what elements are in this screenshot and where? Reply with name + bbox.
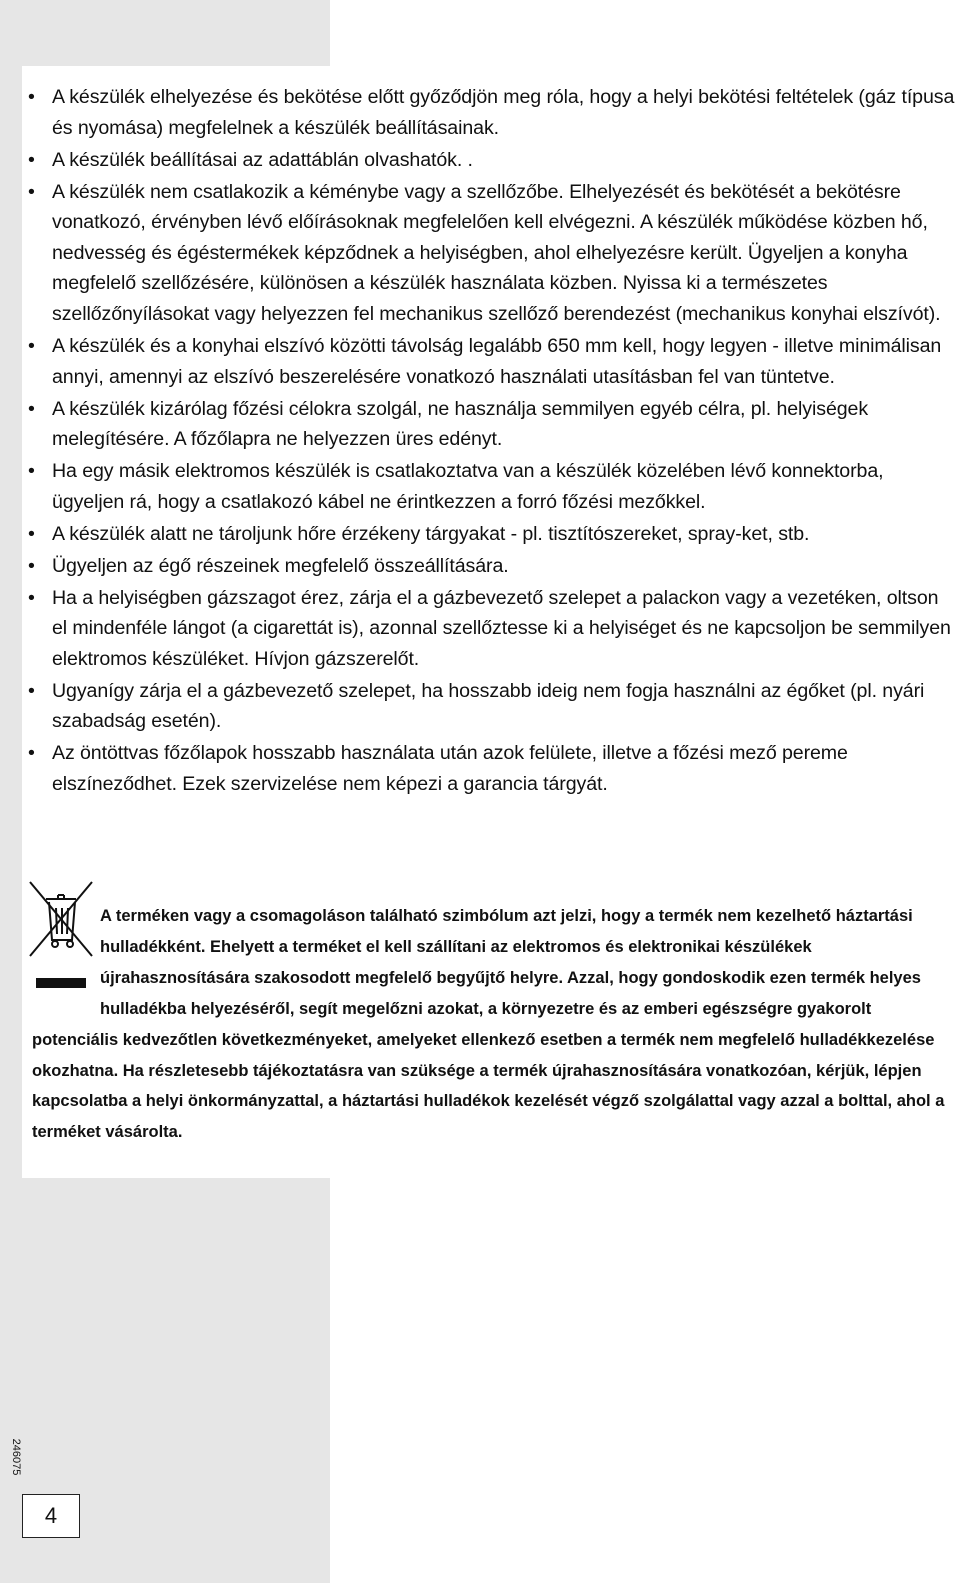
bullet-marker: • xyxy=(28,586,35,609)
list-item-text: A készülék és a konyhai elszívó közötti távolság legalább 650 mm kell, hogy legyen - illetve minimálisan annyi, amennyi az elszívó beszerelésére vonatkozó használati utasításban fel van tüntetve. xyxy=(52,334,942,388)
list-item xyxy=(28,82,958,143)
list-item xyxy=(28,177,958,330)
page-number-box xyxy=(22,1494,80,1538)
bullet-marker: • xyxy=(28,334,35,357)
list-item xyxy=(28,145,958,176)
bullet-marker: • xyxy=(28,148,35,171)
bullet-marker: • xyxy=(28,397,35,420)
document-code: 246075 xyxy=(10,1438,22,1476)
list-item-text: Ha a helyiségben gázszagot érez, zárja el a gázbevezető szelepet a palackon vagy a vezetéken, oltson el mindenféle lángot (a cigarettát is), azonnal szellőztesse ki a helyiséget és ne kapcsoljon be semmilyen elektromos készüléket. Hívjon gázszerelőt. xyxy=(52,586,951,670)
list-item xyxy=(28,583,958,675)
icon-spacer xyxy=(32,901,100,1021)
weee-notice-text: A terméken vagy a csomagoláson található szimbólum azt jelzi, hogy a termék nem kezelhető háztartási hulladékként. Ehelyett a terméket el kell szállítani az elektromos és elektronikai készülékek újrahasznosítására szakosodott megfelelő begyűjtő helyre. Azzal, hogy gondoskodik ezen termék helyes hulladékba helyezéséről, segít megelőzni azokat, a környezetre és az emberi egészségre gyakorolt potenciális kedvezőtlen következményeket, amelyeket ellenkező esetben a termék nem megfelelő hulladékkezelése okozhatna. Ha részletesebb tájékoztatásra van szüksége a termék újrahasznosítására vonatkozóan, kérjük, lépjen kapcsolatba a helyi önkormányzattal, a háztartási hulladékok kezelését végző szolgálattal vagy azzal a bolttal, ahol a terméket vásárolta. xyxy=(32,907,945,1142)
list-item xyxy=(28,551,958,582)
bullet-marker: • xyxy=(28,679,35,702)
page-number: 4 xyxy=(44,1503,58,1528)
list-item-text: A készülék beállításai az adattáblán olvashatók. . xyxy=(52,148,473,171)
list-item xyxy=(28,738,958,799)
list-item-text: Ugyanígy zárja el a gázbevezető szelepet, ha hosszabb ideig nem fogja használni az égőket (pl. nyári szabadság esetén). xyxy=(52,679,925,733)
list-item xyxy=(28,456,958,517)
list-item-text: Az öntöttvas főzőlapok hosszabb használata után azok felülete, illetve a főzési mező pereme elszíneződhet. Ezek szervizelése nem képezi a garancia tárgyát. xyxy=(52,742,848,795)
list-item xyxy=(28,676,958,737)
list-item-text: Ügyeljen az égő részeinek megfelelő összeállítására. xyxy=(52,554,509,577)
bullet-marker: • xyxy=(28,522,35,545)
list-item-text: A készülék nem csatlakozik a kéménybe vagy a szellőzőbe. Elhelyezését és bekötését a bekötésre vonatkozó, érvényben lévő előírásoknak megfelelően kell elvégezni. A készülék működése közben hő, nedvesség és égéstermékek képződnek a helyiségben, ahol elhelyezésre került. Ügyeljen a konyha megfelelő szellőzésére, különösen a készülék használata közben. Nyissa ki a természetes szellőzőnyílásokat vagy helyezzen fel mechanikus szellőző berendezést (mechanikus konyhai elszívót). xyxy=(52,180,941,325)
list-item xyxy=(28,394,958,455)
list-item xyxy=(28,331,958,392)
list-item-text: A készülék kizárólag főzési célokra szolgál, ne használja semmilyen egyéb célra, pl. helyiségek melegítésére. A főzőlapra ne helyezzen üres edényt. xyxy=(52,397,869,451)
list-item-text: A készülék alatt ne tároljunk hőre érzékeny tárgyakat - pl. tisztítószereket, spray-ket, stb. xyxy=(52,522,810,545)
bullet-marker: • xyxy=(28,742,35,765)
bullet-marker: • xyxy=(28,180,35,203)
bullet-marker: • xyxy=(28,86,35,108)
bullet-marker: • xyxy=(28,460,35,483)
list-item xyxy=(28,519,958,550)
bullet-marker: • xyxy=(28,554,35,577)
list-item-text: A készülék elhelyezése és bekötése előtt győződjön meg róla, hogy a helyi bekötési feltételek (gáz típusa és nyomása) megfelelnek a készülék beállításainak. xyxy=(52,86,955,139)
safety-instructions-list xyxy=(28,82,958,801)
weee-disposal-notice xyxy=(32,901,954,1148)
list-item-text: Ha egy másik elektromos készülék is csatlakoztatva van a készülék közelében lévő konnektorba, ügyeljen rá, hogy a csatlakozó kábel ne érintkezzen a forró főzési mezőkkel. xyxy=(52,460,884,513)
